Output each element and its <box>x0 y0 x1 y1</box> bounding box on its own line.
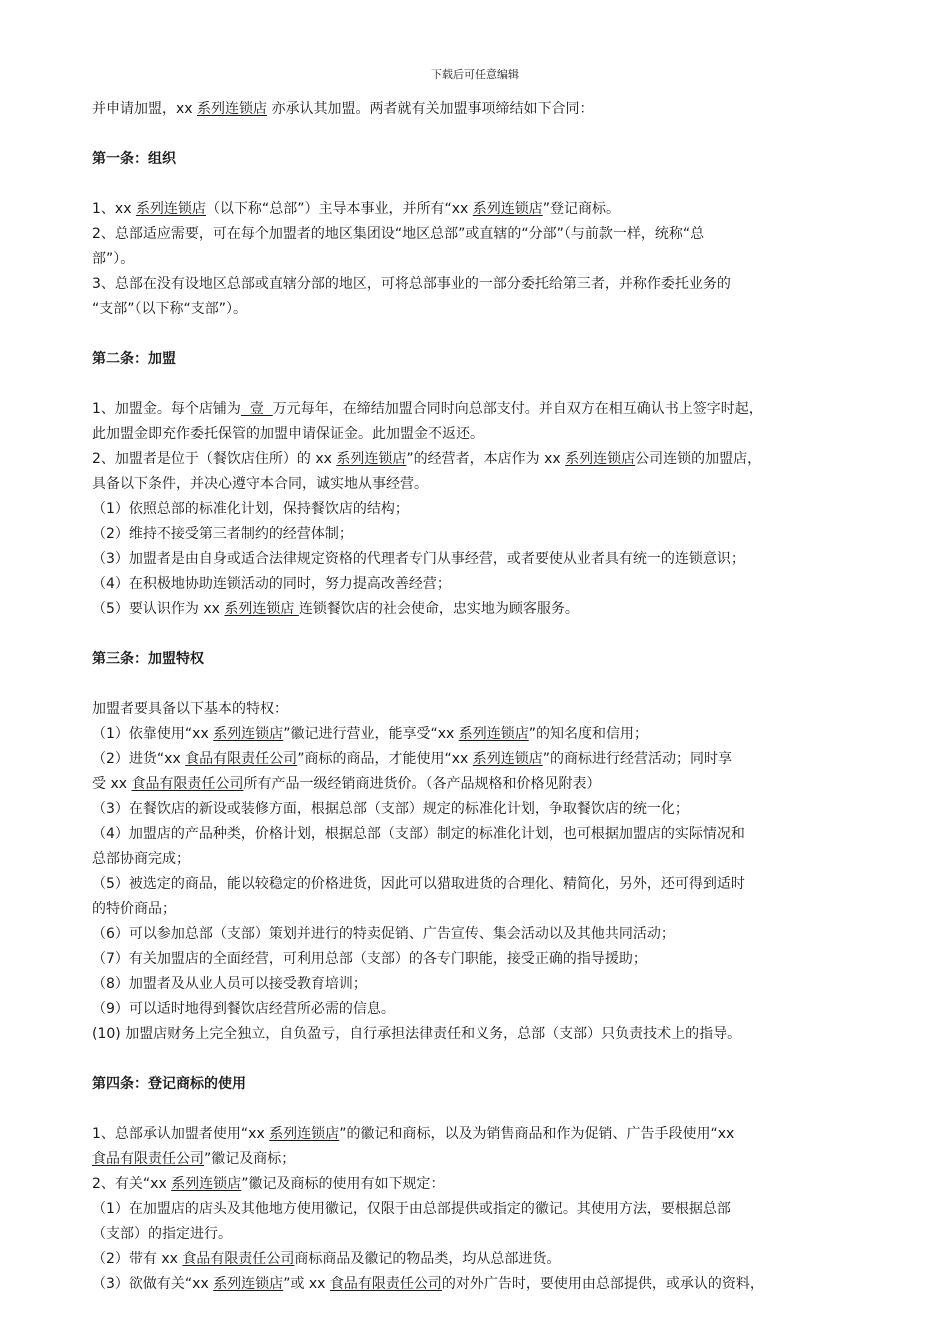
article-4-clause-1-cont: 食品有限责任公司”徽记及商标； <box>92 1151 296 1167</box>
article-3-item-2: （2）进货“xx 食品有限责任公司”商标的商品，才能使用“xx 系列连锁店”的商标进行经营活动；同时享 <box>92 751 732 767</box>
article-2-item-3: （3）加盟者是由自身或适合法律规定资格的代理者专门从事经营，或者要使从业者具有统一的连锁意识； <box>92 551 745 567</box>
article-3-item-4-cont: 总部协商完成； <box>92 851 190 867</box>
article-4-item-1-cont: （支部）的指定进行。 <box>92 1226 232 1242</box>
article-3-item-8: （8）加盟者及从业人员可以接受教育培训； <box>92 976 367 992</box>
article-4-clause-2: 2、有关“xx 系列连锁店”徽记及商标的使用有如下规定： <box>92 1176 445 1192</box>
article-2-item-2: （2）维持不接受第三者制约的经营体制； <box>92 526 353 542</box>
article-2-clause-2-cont: 具备以下条件，并决心遵守本合同，诚实地从事经营。 <box>92 476 428 492</box>
article-3-heading: 第三条：加盟特权 <box>92 651 204 667</box>
article-4-heading: 第四条：登记商标的使用 <box>92 1076 246 1092</box>
article-2-clause-2: 2、加盟者是位于（餐饮店住所）的 xx 系列连锁店”的经营者，本店作为 xx 系列连锁店公司连锁的加盟店， <box>92 451 762 467</box>
article-3-lead: 加盟者要具备以下基本的特权： <box>92 701 288 717</box>
article-3-item-4: （4）加盟店的产品种类，价格计划，根据总部（支部）制定的标准化计划，也可根据加盟店的实际情况和 <box>92 826 745 842</box>
article-3-item-6: （6）可以参加总部（支部）策划并进行的特卖促销、广告宣传、集会活动以及其他共同活动； <box>92 926 675 942</box>
article-3-item-1: （1）依靠使用“xx 系列连锁店”徽记进行营业，能享受“xx 系列连锁店”的知名度和信用； <box>92 726 648 742</box>
article-3-item-5-cont: 的特价商品； <box>92 901 176 917</box>
article-3-item-5: （5）被选定的商品，能以较稳定的价格进货，因此可以猎取进货的合理化、精简化，另外，还可得到适时 <box>92 876 745 892</box>
article-2-clause-1: 1、加盟金。每个店铺为 壹 万元每年，在缔结加盟合同时向总部支付。并自双方在相互确认书上签字时起， <box>92 401 763 417</box>
article-1-clause-3-cont: “支部”（以下称“支部”）。 <box>92 301 248 317</box>
article-3-item-3: （3）在餐饮店的新设或装修方面，根据总部（支部）规定的标准化计划，争取餐饮店的统一化； <box>92 801 689 817</box>
article-2-item-1: （1）依照总部的标准化计划，保持餐饮店的结构； <box>92 501 409 517</box>
article-1-heading: 第一条：组织 <box>92 151 176 167</box>
article-2-clause-1-cont: 此加盟金即充作委托保管的加盟申请保证金。此加盟金不返还。 <box>92 426 484 442</box>
article-4-item-3: （3）欲做有关“xx 系列连锁店”或 xx 食品有限责任公司的对外广告时，要使用由总部提供，或承认的资料， <box>92 1276 764 1292</box>
article-4-item-2: （2）带有 xx 食品有限责任公司商标商品及徽记的物品类，均从总部进货。 <box>92 1251 561 1267</box>
intro-line: 并申请加盟，xx 系列连锁店 亦承认其加盟。两者就有关加盟事项缔结如下合同： <box>92 101 594 117</box>
contract-body <box>92 97 892 1297</box>
article-3-item-7: （7）有关加盟店的全面经营，可利用总部（支部）的各专门职能，接受正确的指导援助； <box>92 951 647 967</box>
article-4-item-1: （1）在加盟店的店头及其他地方使用徽记，仅限于由总部提供或指定的徽记。其使用方法，要根据总部 <box>92 1201 731 1217</box>
article-1-clause-2: 2、总部适应需要，可在每个加盟者的地区集团设“地区总部”或直辖的“分部”（与前款一样，统称“总 <box>92 226 705 242</box>
article-1-clause-3: 3、总部在没有设地区总部或直辖分部的地区，可将总部事业的一部分委托给第三者，并称作委托业务的 <box>92 276 731 292</box>
article-2-heading: 第二条：加盟 <box>92 351 176 367</box>
article-1-clause-2-cont: 部”）。 <box>92 251 135 267</box>
article-3-item-10: (10) 加盟店财务上完全独立，自负盈亏，自行承担法律责任和义务，总部（支部）只负责技术上的指导。 <box>92 1026 742 1042</box>
article-2-item-5: （5）要认识作为 xx 系列连锁店 连锁餐饮店的社会使命，忠实地为顾客服务。 <box>92 601 579 617</box>
article-2-item-4: （4）在积极地协助连锁活动的同时，努力提高改善经营； <box>92 576 451 592</box>
article-4-clause-1: 1、总部承认加盟者使用“xx 系列连锁店”的徽记和商标，以及为销售商品和作为促销、广告手段使用“xx <box>92 1126 735 1142</box>
article-3-item-2-cont: 受 xx 食品有限责任公司所有产品一级经销商进货价。（各产品规格和价格见附表） <box>92 776 601 792</box>
article-1-clause-1: 1、xx 系列连锁店（以下称“总部”）主导本事业，并所有“xx 系列连锁店”登记商标。 <box>92 201 620 217</box>
page-header: 下载后可任意编辑 <box>431 68 519 81</box>
article-3-item-9: （9）可以适时地得到餐饮店经营所必需的信息。 <box>92 1001 395 1017</box>
